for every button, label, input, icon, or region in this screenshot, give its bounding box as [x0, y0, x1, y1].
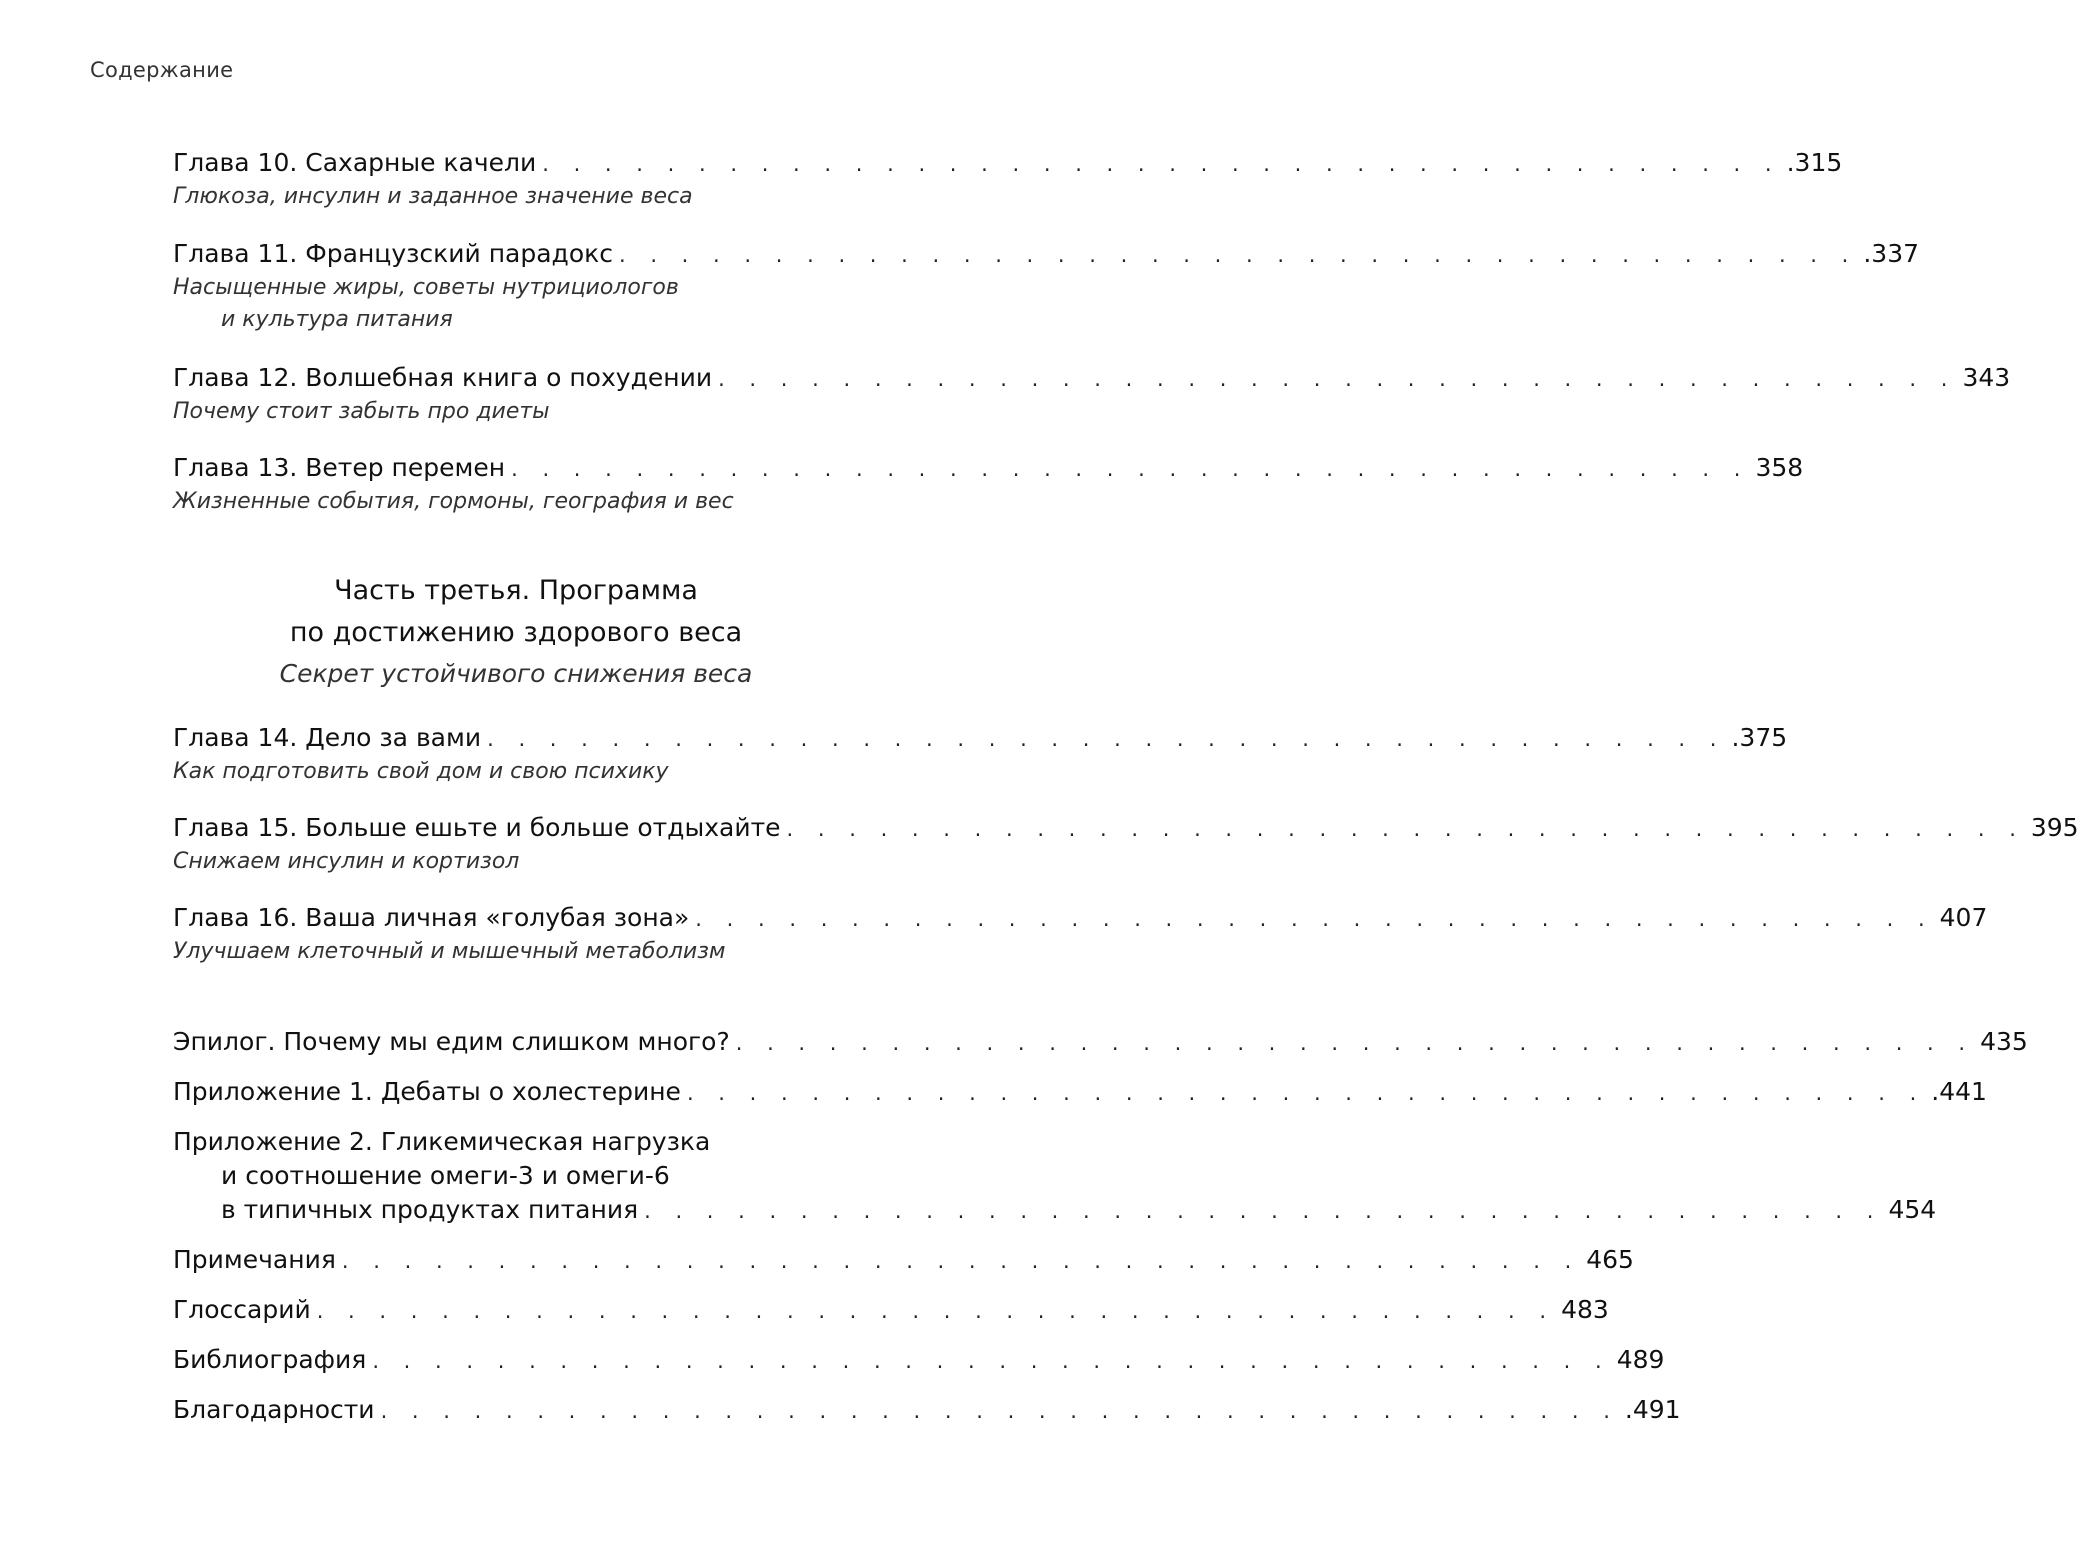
toc-chapter-15[interactable] — [173, 811, 2079, 878]
page-number: 343 — [1962, 363, 2011, 392]
entry-title-cont: в типичных продуктах питания — [221, 1195, 639, 1224]
toc-appendix-1[interactable] — [173, 1075, 1987, 1110]
dot-leader: . . . . . . . . . . . . . . . . . . . . . . . . . . . . . . . . . . . . . . . . — [786, 817, 2025, 841]
chapter-subtitle: Снижаем инсулин и кортизол — [173, 849, 520, 874]
toc-chapter-12[interactable] — [173, 361, 2011, 428]
dot-leader: . . . . . . . . . . . . . . . . . . . . . . . . . . . . . . . . . . . . . . . . — [487, 727, 1726, 751]
toc-glossary[interactable] — [173, 1293, 1609, 1328]
chapter-subtitle: Глюкоза, инсулин и заданное значение веса — [173, 184, 693, 209]
page-number: 454 — [1888, 1195, 1937, 1224]
dot-leader: . . . . . . . . . . . . . . . . . . . . . . . . . . . . . . . . . . . . . . . . — [380, 1399, 1619, 1423]
chapter-title: Глава 13. Ветер перемен — [173, 453, 506, 482]
page-number: 407 — [1939, 903, 1988, 932]
part-three-heading — [0, 570, 1032, 694]
page-number: 358 — [1755, 453, 1804, 482]
toc-bibliography[interactable] — [173, 1343, 1665, 1378]
entry-title: Приложение 2. Гликемическая нагрузка — [173, 1127, 711, 1156]
chapter-title: Глава 12. Волшебная книга о похудении — [173, 363, 713, 392]
dot-leader: . . . . . . . . . . . . . . . . . . . . . . . . . . . . . . . . . . . . . . . . — [341, 1249, 1581, 1273]
page-number: .315 — [1786, 148, 1843, 177]
entry-title: Благодарности — [173, 1395, 375, 1424]
page-number: .375 — [1731, 723, 1788, 752]
page-number: 483 — [1561, 1295, 1609, 1324]
part-title-line: по достижению здорового веса — [289, 617, 743, 648]
page-number: .337 — [1863, 239, 1920, 268]
dot-leader: . . . . . . . . . . . . . . . . . . . . . . . . . . . . . . . . . . . . . . . . — [316, 1299, 1556, 1323]
chapter-subtitle: Улучшаем клеточный и мышечный метаболизм — [173, 939, 726, 964]
page-number: 435 — [1980, 1027, 2028, 1056]
page-number: 465 — [1586, 1245, 1634, 1274]
chapter-subtitle: Как подготовить свой дом и свою психику — [173, 759, 669, 784]
dot-leader: . . . . . . . . . . . . . . . . . . . . . . . . . . . . . . . . . . . . . . . . — [686, 1081, 1926, 1105]
entry-title: Приложение 1. Дебаты о холестерине — [173, 1077, 681, 1106]
chapter-title: Глава 14. Дело за вами — [173, 723, 482, 752]
chapter-title: Глава 10. Сахарные качели — [173, 148, 537, 177]
chapter-subtitle: Почему стоит забыть про диеты — [173, 399, 550, 424]
entry-title: Библиография — [173, 1345, 367, 1374]
dot-leader: . . . . . . . . . . . . . . . . . . . . . . . . . . . . . . . . . . . . . . . . — [542, 152, 1781, 176]
page-number: 395 — [2030, 813, 2079, 842]
entry-title: Глоссарий — [173, 1295, 311, 1324]
chapter-title: Глава 11. Французский парадокс — [173, 239, 613, 268]
dot-leader: . . . . . . . . . . . . . . . . . . . . . . . . . . . . . . . . . . . . . . . . — [511, 457, 1750, 481]
toc-chapter-14[interactable] — [173, 721, 1788, 788]
dot-leader: . . . . . . . . . . . . . . . . . . . . . . . . . . . . . . . . . . . . . . . . — [644, 1199, 1883, 1223]
entry-title-cont: и соотношение омеги-3 и омеги-6 — [221, 1161, 670, 1190]
dot-leader: . . . . . . . . . . . . . . . . . . . . . . . . . . . . . . . . . . . . . . . . — [372, 1349, 1611, 1373]
toc-chapter-13[interactable] — [173, 451, 1804, 518]
toc-acknowledgements[interactable] — [173, 1393, 1681, 1428]
dot-leader: . . . . . . . . . . . . . . . . . . . . . . . . . . . . . . . . . . . . . . . . — [618, 243, 1858, 267]
part-subtitle: Секрет устойчивого снижения веса — [279, 659, 753, 688]
toc-epilogue[interactable] — [173, 1025, 2028, 1060]
chapter-subtitle: Насыщенные жиры, советы нутрициологов — [173, 275, 679, 300]
chapter-title: Глава 15. Больше ешьте и больше отдыхайте — [173, 813, 781, 842]
part-title-line: Часть третья. Программа — [334, 575, 698, 606]
entry-title: Примечания — [173, 1245, 336, 1274]
chapter-subtitle: Жизненные события, гормоны, география и вес — [173, 489, 734, 514]
toc-appendix-2[interactable] — [173, 1125, 1937, 1228]
page-number: .491 — [1624, 1395, 1681, 1424]
page-number: 489 — [1616, 1345, 1665, 1374]
dot-leader: . . . . . . . . . . . . . . . . . . . . . . . . . . . . . . . . . . . . . . . . — [735, 1031, 1975, 1055]
chapter-title: Глава 16. Ваша личная «голубая зона» — [173, 903, 690, 932]
dot-leader: . . . . . . . . . . . . . . . . . . . . . . . . . . . . . . . . . . . . . . . . — [718, 367, 1957, 391]
chapter-subtitle-cont: и культура питания — [221, 307, 453, 332]
toc-chapter-16[interactable] — [173, 901, 1988, 968]
toc-notes[interactable] — [173, 1243, 1634, 1278]
running-head: Содержание — [90, 58, 234, 82]
page-number: .441 — [1931, 1077, 1987, 1106]
dot-leader: . . . . . . . . . . . . . . . . . . . . . . . . . . . . . . . . . . . . . . . . — [695, 907, 1934, 931]
toc-chapter-10[interactable] — [173, 146, 1843, 213]
entry-title: Эпилог. Почему мы едим слишком много? — [173, 1027, 730, 1056]
toc-chapter-11[interactable] — [173, 237, 1920, 336]
